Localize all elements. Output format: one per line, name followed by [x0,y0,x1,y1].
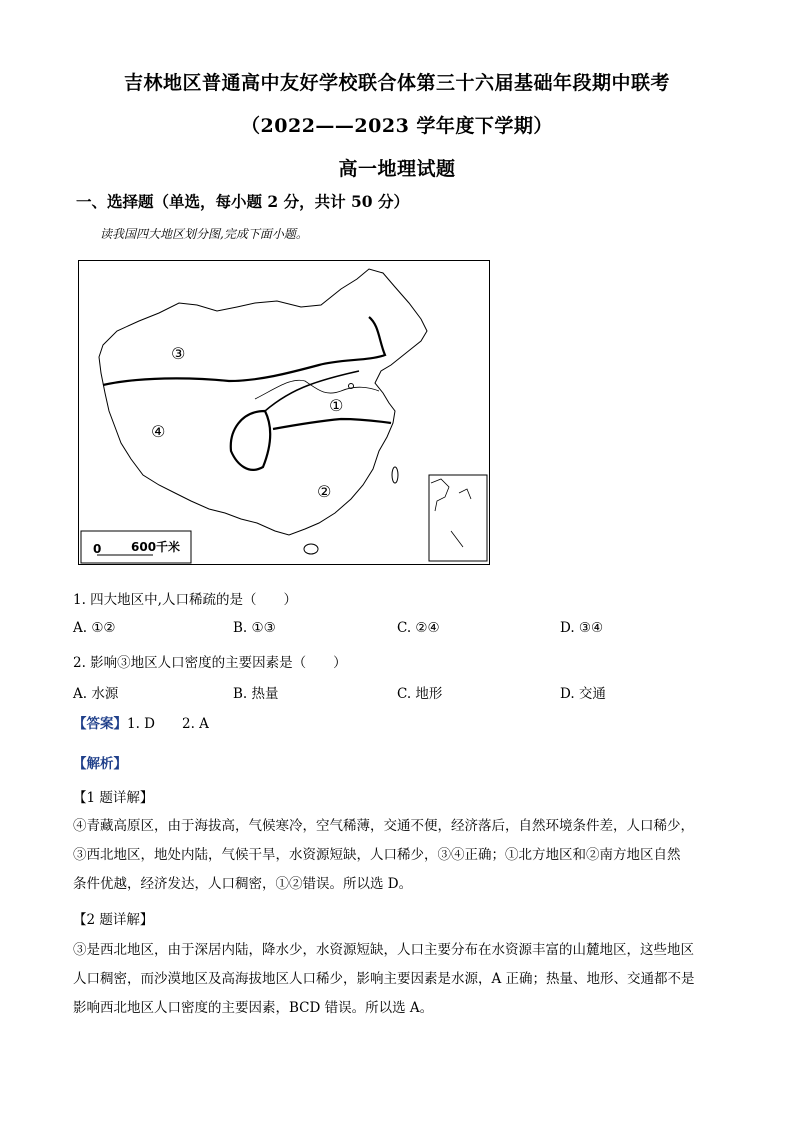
boundary-tibet [231,411,270,470]
boundary-west-east [265,371,359,411]
q1-detail-line: ④青藏高原区，由于海拔高，气候寒冷，空气稀薄，交通不便，经济落后，自然环境条件差，人口稀少， [73,818,694,834]
yellow-river [255,380,379,399]
region-label-4: ④ [151,422,166,441]
subject-title: 高一地理试题 [338,158,456,180]
boundary-qinling [273,419,391,429]
q1-option-c[interactable]: C. ②④ [397,620,440,636]
china-regions-map [78,260,490,565]
region-label-1: ① [329,396,344,415]
q1-detail-label: 【1 题详解】 [73,790,154,806]
china-outline [99,269,427,535]
question-1-stem: 1. 四大地区中,人口稀疏的是（ ） [73,592,297,608]
region-label-3: ③ [171,344,186,363]
q2-detail-label: 【2 题详解】 [73,912,154,928]
q1-option-a[interactable]: A. ①② [73,620,116,636]
school-year: （2022——2023 学年度下学期） [241,115,553,137]
region-label-2: ② [317,482,332,501]
question-2-stem: 2. 影响③地区人口密度的主要因素是（ ） [73,655,347,671]
section-heading: 一、选择题（单选，每小题 2 分，共计 50 分） [76,192,409,211]
q2-detail-line: 人口稠密，而沙漠地区及高海拔地区人口稀少，影响主要因素是水源，A 正确；热量、地形、交通都不是 [73,971,695,987]
hainan-island [304,544,318,554]
map-drawing [79,261,489,564]
q1-detail-line: 条件优越，经济发达，人口稠密，①②错误。所以选 D。 [73,876,413,892]
taiwan-island [392,467,398,483]
answer-line [73,712,209,732]
answer-label: 【答案】 [73,716,127,732]
q1-detail-text [73,812,723,899]
q2-detail-line: ③是西北地区，由于深居内陆，降水少，水资源短缺，人口主要分布在水资源丰富的山麓地区，这些地区 [73,942,694,958]
south-china-sea-inset [429,475,487,561]
question-intro: 读我国四大地区划分图,完成下面小题。 [100,227,308,241]
answer-text: 1. D 2. A [127,716,209,732]
q2-option-a[interactable]: A. 水源 [73,686,119,702]
q1-option-b[interactable]: B. ①③ [233,620,276,636]
analysis-label: 【解析】 [73,756,127,772]
q2-option-b[interactable]: B. 热量 [233,686,279,702]
exam-title: 吉林地区普通高中友好学校联合体第三十六届基础年段期中联考 [123,72,670,94]
scale-zero: 0 [93,542,102,556]
q1-detail-line: ③西北地区，地处内陆，气候干旱，水资源短缺，人口稀少，③④正确；①北方地区和②南方地区自然 [73,847,681,863]
q2-option-c[interactable]: C. 地形 [397,686,443,702]
scale-text: 600千米 [131,540,181,554]
q1-option-d[interactable]: D. ③④ [560,620,604,636]
q2-detail-line: 影响西北地区人口密度的主要因素，BCD 错误。所以选 A。 [73,1000,434,1016]
q2-detail-text [73,936,723,1023]
q2-option-d[interactable]: D. 交通 [560,686,606,702]
